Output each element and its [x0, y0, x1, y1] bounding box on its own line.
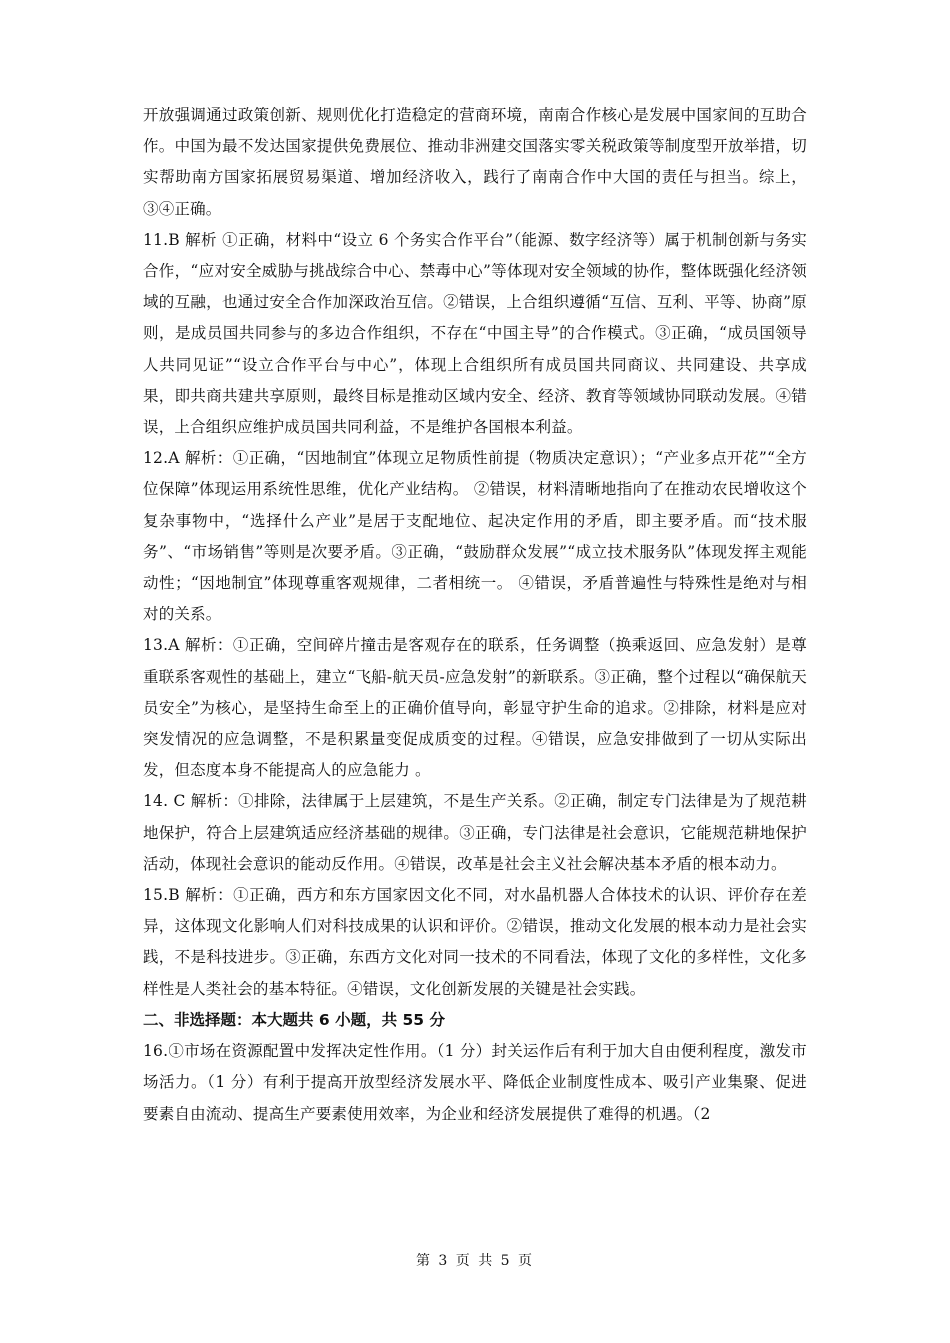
answer-13: 13.A 解析：①正确，空间碎片撞击是客观存在的联系，任务调整（换乘返回、应急发射）是尊重联系客观性的基础上，建立“飞船-航天员-应急发射”的新联系。③正确，整个过程以“确保航天员安全”为核心，是坚持生命至上的正确价值导向，彰显守护生命的追求。②排除，材料是应对突发情况的应急调整，不是积累量变促成质变的过程。④错误，应急安排做到了一切从实际出发，但态度本身不能提高人的应急能力 。	[143, 636, 807, 780]
answer-14: 14. C 解析：①排除，法律属于上层建筑，不是生产关系。②正确，制定专门法律是为了规范耕地保护，符合上层建筑适应经济基础的规律。③正确，专门法律是社会意识，它能规范耕地保护活动，体现社会意识的能动反作用。④错误，改革是社会主义社会解决基本矛盾的根本动力。	[143, 792, 807, 873]
page-number-footer: 第 3 页 共 5 页	[415, 1253, 535, 1269]
answer-15: 15.B 解析：①正确，西方和东方国家因文化不同，对水晶机器人合体技术的认识、评价存在差异，这体现文化影响人们对科技成果的认识和评价。②错误，推动文化发展的根本动力是社会实践，不是科技进步。③正确，东西方文化对同一技术的不同看法，体现了文化的多样性，文化多样性是人类社会的基本特征。④错误，文化创新发展的关键是社会实践。	[143, 886, 807, 998]
paragraph-continuation: 开放强调通过政策创新、规则优化打造稳定的营商环境，南南合作核心是发展中国家间的互助合作。中国为最不发达国家提供免费展位、推动非洲建交国落实零关税政策等制度型开放举措，切实帮助南方国家拓展贸易渠道、增加经济收入，践行了南南合作中大国的责任与担当。综上，③④正确。	[143, 106, 807, 218]
answer-12: 12.A 解析：①正确，“因地制宜”体现立足物质性前提（物质决定意识）；“产业多点开花”“全方位保障”体现运用系统性思维，优化产业结构。 ②错误，材料清晰地指向了在推动农民增收这个复杂事物中，“选择什么产业”是居于支配地位、起决定作用的矛盾，即主要矛盾。而“技术服务”、“市场销售”等则是次要矛盾。③正确，“鼓励群众发展”“成立技术服务队”体现发挥主观能动性；“因地制宜”体现尊重客观规律，二者相统一。 ④错误，矛盾普遍性与特殊性是绝对与相对的关系。	[143, 449, 807, 624]
answer-16: 16.①市场在资源配置中发挥决定性作用。（1 分）封关运作后有利于加大自由便利程度，激发市场活力。（1 分）有利于提高开放型经济发展水平、降低企业制度性成本、吸引产业集聚、促进要素自由流动、提高生产要素使用效率，为企业和经济发展提供了难得的机遇。（2	[143, 1042, 807, 1123]
page-body	[143, 100, 807, 1130]
section-heading: 二、非选择题：本大题共 6 小题，共 55 分	[143, 1010, 445, 1029]
answer-11: 11.B 解析 ①正确，材料中“设立 6 个务实合作平台”（能源、数字经济等）属于机制创新与务实合作，“应对安全威胁与挑战综合中心、禁毒中心”等体现对安全领域的协作，整体既强化经济领域的互融，也通过安全合作加深政治互信。②错误，上合组织遵循“互信、互利、平等、协商”原则，是成员国共同参与的多边合作组织，不存在“中国主导”的合作模式。③正确，“成员国领导人共同见证”“设立合作平台与中心”，体现上合组织所有成员国共同商议、共同建设、共享成果，即共商共建共享原则，最终目标是推动区域内安全、经济、教育等领域协同联动发展。④错误，上合组织应维护成员国共同利益，不是维护各国根本利益。	[143, 230, 807, 437]
